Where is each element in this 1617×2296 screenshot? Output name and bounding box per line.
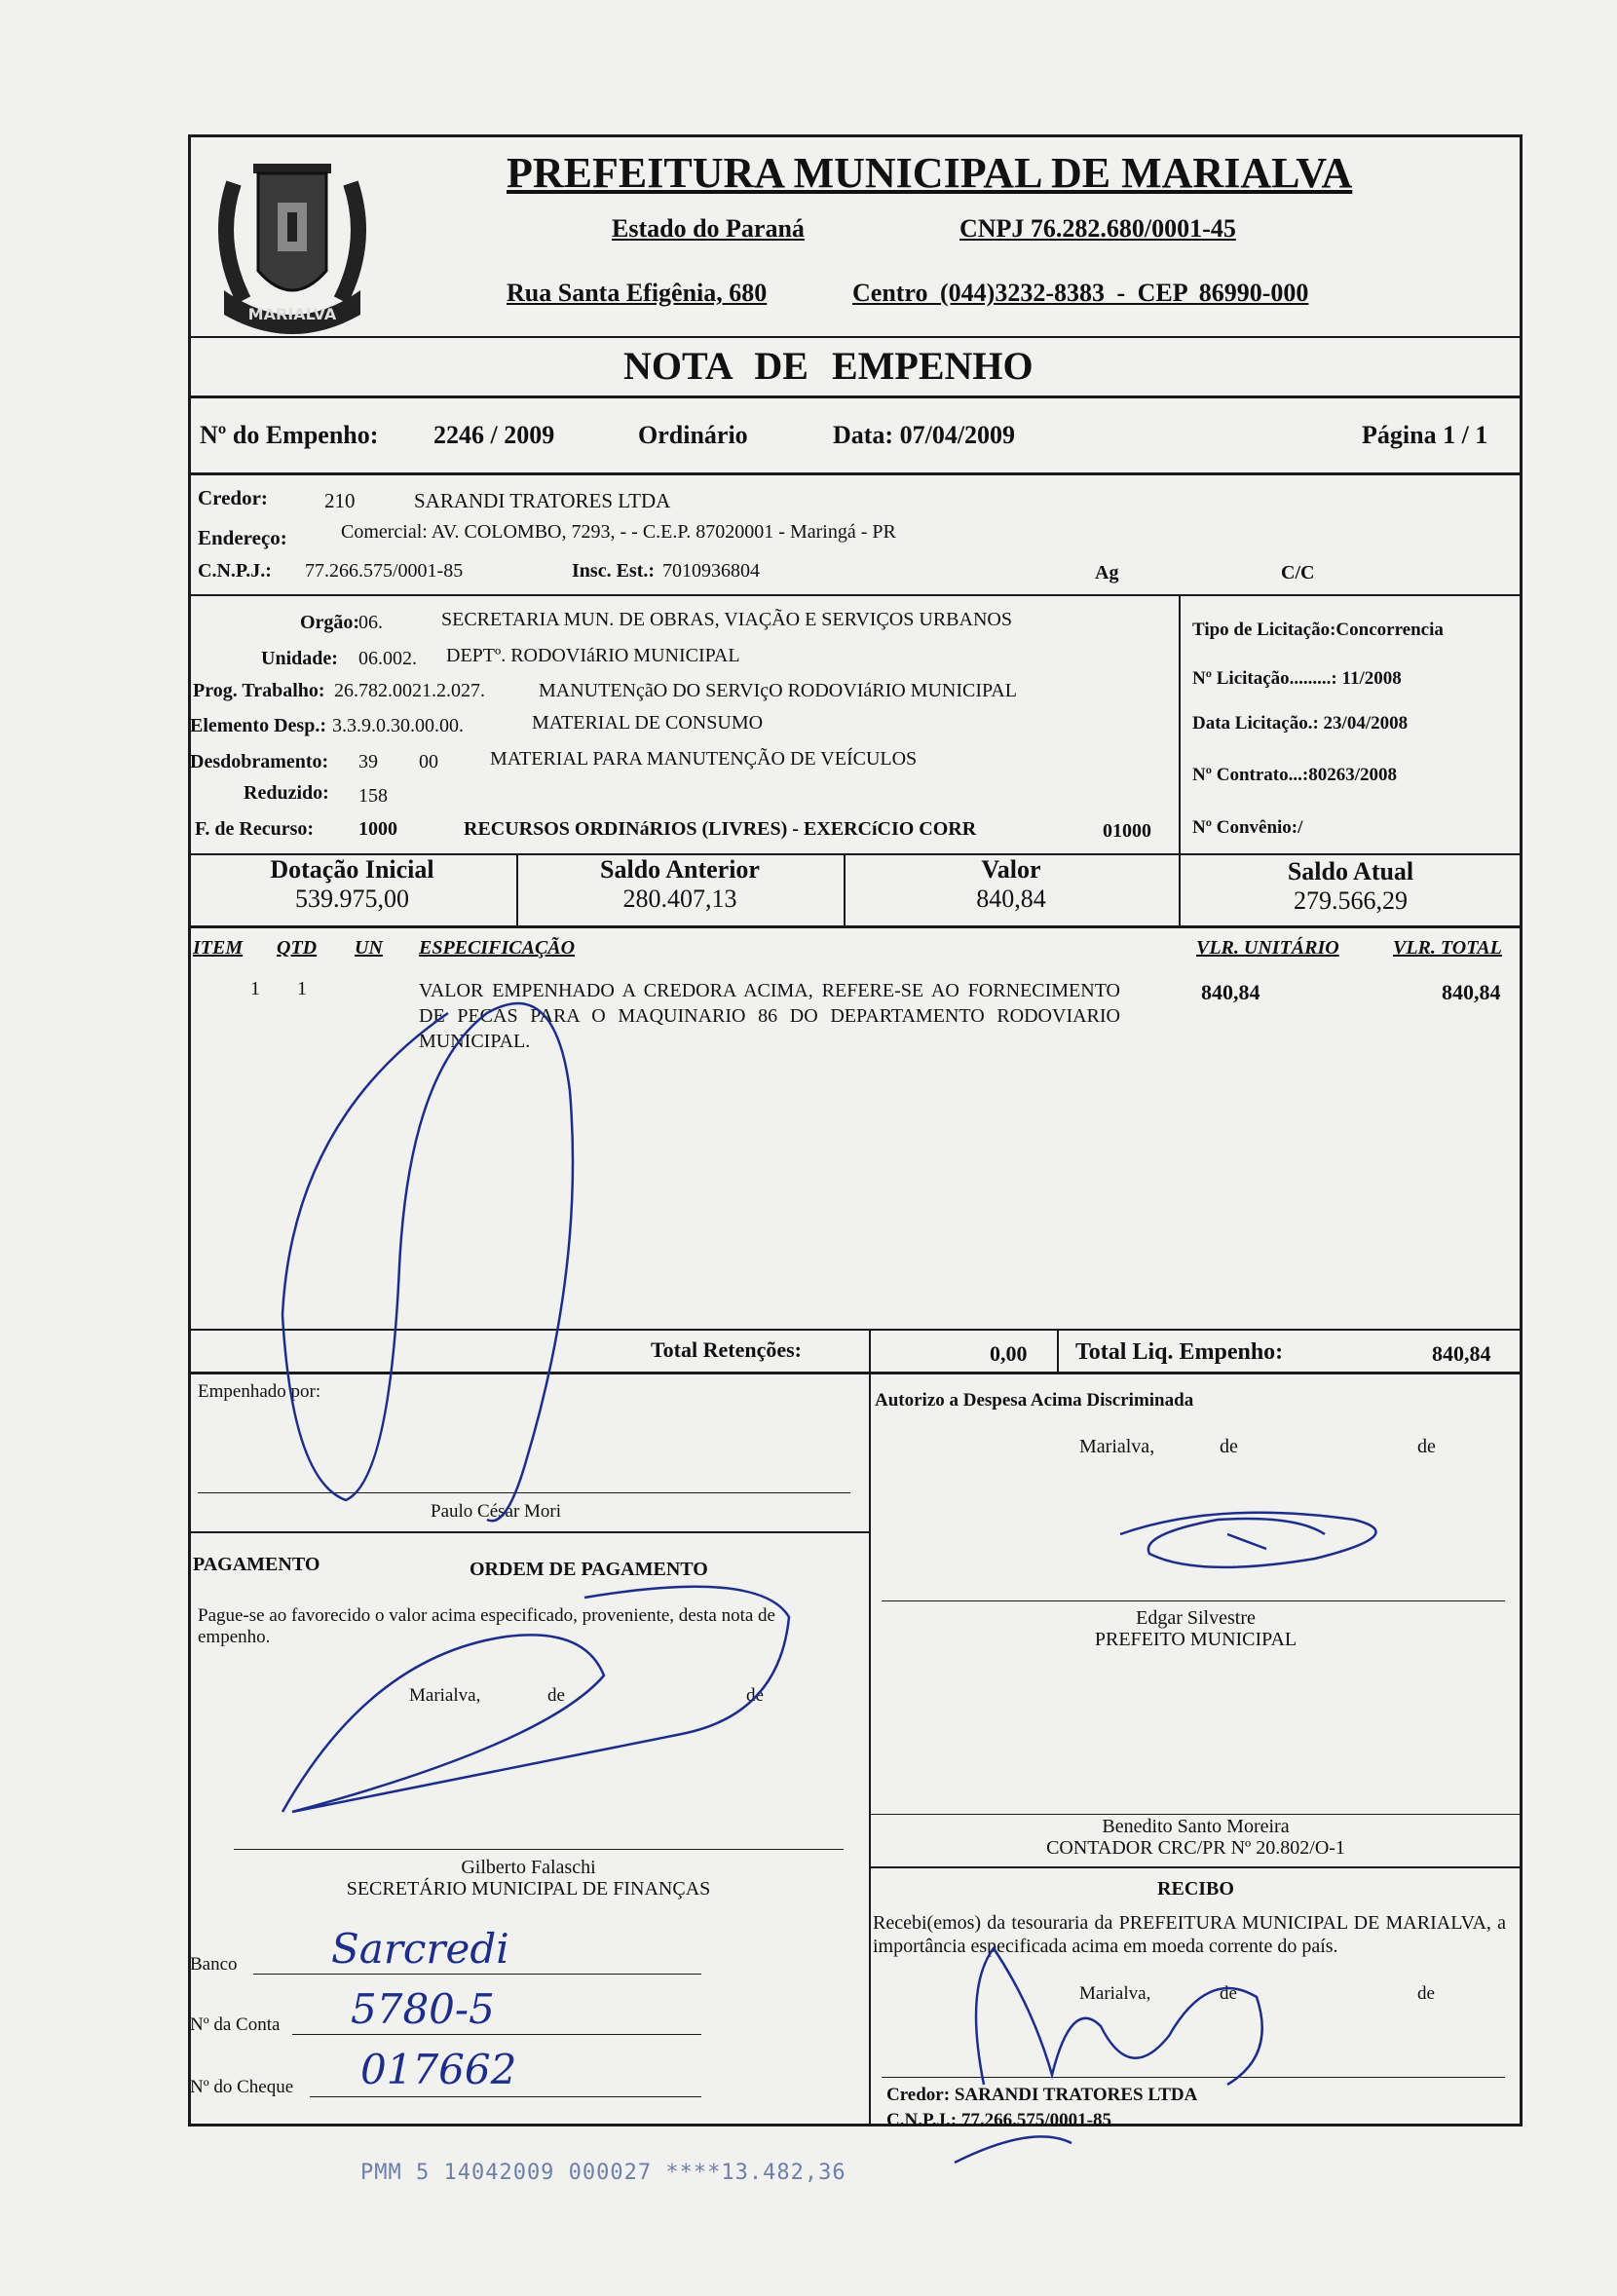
cc-label: C/C: [1281, 562, 1315, 583]
prefeito-cargo: PREFEITO MUNICIPAL: [1094, 1629, 1297, 1650]
empenho-tipo: Ordinário: [638, 421, 748, 449]
empenho-numero: 2246 / 2009: [433, 421, 555, 449]
unidade: DEPTº. RODOVIáRIO MUNICIPAL: [446, 645, 740, 666]
desdob: MATERIAL PARA MANUTENÇÃO DE VEÍCULOS: [490, 748, 918, 770]
contador-nome: Benedito Santo Moreira: [1102, 1816, 1290, 1837]
prefeito-nome: Edgar Silvestre: [1136, 1607, 1256, 1629]
elemento-label: Elemento Desp.:: [190, 715, 326, 736]
banco-value: Sarcredi: [331, 1925, 509, 1973]
credor-insc: 7010936804: [662, 560, 760, 582]
prog-label: Prog. Trabalho:: [193, 680, 325, 701]
recurso-label: F. de Recurso:: [195, 818, 315, 840]
licitacao-numero: Nº Licitação.........: 11/2008: [1192, 668, 1402, 689]
recibo-credor: Credor: SARANDI TRATORES LTDA: [886, 2085, 1198, 2105]
credor-endereco: Comercial: AV. COLOMBO, 7293, - - C.E.P. 87020001 - Maringá - PR: [341, 521, 896, 543]
licitacao-convenio: Nº Convênio:/: [1192, 817, 1303, 838]
estado: Estado do Paraná: [612, 214, 805, 243]
conta-value: 5780-5: [351, 1985, 495, 2033]
licitacao-tipo: Tipo de Licitação:Concorrencia: [1192, 620, 1444, 640]
saldo-atual-label: Saldo Atual: [1287, 857, 1414, 885]
col-qtd: QTD: [277, 937, 318, 959]
cheque-value: 017662: [360, 2046, 517, 2093]
liquido-label: Total Liq. Empenho:: [1075, 1339, 1284, 1365]
recibo-cnpj: C.N.P.J.: 77.266.575/0001-85: [886, 2110, 1111, 2130]
credor-label: Credor:: [198, 486, 268, 509]
valor: 840,84: [976, 885, 1046, 913]
empenho-pagina: Página 1 / 1: [1362, 421, 1488, 449]
dotacao-inicial: 539.975,00: [295, 885, 409, 913]
nota-de-empenho-title: NOTA DE EMPENHO: [623, 344, 1034, 388]
empenho-label: Nº do Empenho:: [200, 421, 379, 449]
autorizo: Autorizo a Despesa Acima Discriminada: [875, 1390, 1194, 1411]
ordem-pagamento: ORDEM DE PAGAMENTO: [470, 1559, 708, 1580]
especificacao-text: VALOR EMPENHADO A CREDORA ACIMA, REFERE-SE AO FORNECIMENTO DE PECAS PARA O MAQUINARIO 86 DO DEPARTAMENTO RODOVIARIO MUNICIPAL.: [419, 980, 1120, 1052]
contador-cargo: CONTADOR CRC/PR Nº 20.802/O-1: [1046, 1837, 1345, 1859]
banco-label: Banco: [190, 1954, 238, 1975]
saldo-atual: 279.566,29: [1294, 886, 1408, 915]
saldo-anterior: 280.407,13: [622, 885, 737, 913]
svg-text:MARIALVA: MARIALVA: [247, 305, 337, 323]
recurso: RECURSOS ORDINáRIOS (LIVRES) - EXERCíCIO CORR: [464, 818, 977, 840]
address-rest: Centro (044)3232-8383 - CEP 86990-000: [852, 279, 1309, 307]
valor-label: Valor: [981, 855, 1041, 884]
cnpj-prefeitura: CNPJ 76.282.680/0001-45: [959, 214, 1236, 243]
endereco-label: Endereço:: [198, 526, 287, 549]
col-vlr-total: VLR. TOTAL: [1393, 937, 1502, 959]
prefeitura-title: PREFEITURA MUNICIPAL DE MARIALVA: [507, 149, 1353, 197]
credor-codigo: 210: [324, 489, 356, 512]
street: Rua Santa Efigênia, 680: [507, 279, 768, 307]
empenhado-por: Empenhado por:: [198, 1381, 321, 1402]
credor-cnpj: 77.266.575/0001-85: [305, 560, 464, 582]
credor-nome: SARANDI TRATORES LTDA: [414, 489, 671, 512]
pagamento-texto: Pague-se ao favorecido o valor acima especificado, proveniente, desta nota de empenho.: [198, 1605, 775, 1647]
desdob-label: Desdobramento:: [190, 751, 329, 772]
cheque-label: Nº do Cheque: [190, 2077, 294, 2097]
col-especificacao: ESPECIFICAÇÃO: [419, 937, 576, 959]
conta-label: Nº da Conta: [190, 2014, 281, 2035]
col-item: ITEM: [193, 937, 244, 959]
recibo-title: RECIBO: [1157, 1878, 1234, 1900]
elemento: MATERIAL DE CONSUMO: [532, 712, 764, 734]
recibo-texto: Recebi(emos) da tesouraria da PREFEITURA MUNICIPAL DE MARIALVA, a importância especificada acima em moeda corrente do país.: [873, 1912, 1506, 1957]
cnpj-label: C.N.P.J.:: [198, 560, 272, 582]
ag-label: Ag: [1095, 562, 1119, 583]
prog: MANUTENçãO DO SERVIçO RODOVIáRIO MUNICIPAL: [539, 680, 1017, 701]
secretario-nome: Gilberto Falaschi: [461, 1857, 596, 1878]
unidade-label: Unidade:: [261, 648, 338, 669]
orgao-label: Orgão:: [300, 612, 360, 633]
retencoes: 0,00: [990, 1341, 1028, 1366]
pagamento-label: PAGAMENTO: [193, 1554, 320, 1575]
orgao: SECRETARIA MUN. DE OBRAS, VIAÇÃO E SERVIÇOS URBANOS: [441, 609, 1012, 630]
dotacao-inicial-label: Dotação Inicial: [270, 855, 434, 884]
reduzido-label: Reduzido:: [244, 782, 329, 804]
col-vlr-unitario: VLR. UNITÁRIO: [1196, 937, 1339, 959]
reduzido: 158: [358, 785, 388, 807]
auth-stamp: PMM 5 14042009 000027 ****13.482,36: [360, 2161, 846, 2185]
empenho-data: Data: 07/04/2009: [833, 421, 1016, 449]
empenhado-nome: Paulo César Mori: [431, 1501, 562, 1522]
saldo-anterior-label: Saldo Anterior: [600, 855, 760, 884]
liquido: 840,84: [1432, 1341, 1491, 1366]
licitacao-contrato: Nº Contrato...:80263/2008: [1192, 765, 1397, 785]
col-un: UN: [355, 937, 383, 959]
retencoes-label: Total Retenções:: [651, 1337, 802, 1362]
insc-label: Insc. Est.:: [572, 560, 656, 582]
licitacao-data: Data Licitação.: 23/04/2008: [1192, 713, 1409, 734]
coat-of-arms-icon: [195, 144, 390, 339]
secretario-cargo: SECRETÁRIO MUNICIPAL DE FINANÇAS: [346, 1878, 711, 1900]
